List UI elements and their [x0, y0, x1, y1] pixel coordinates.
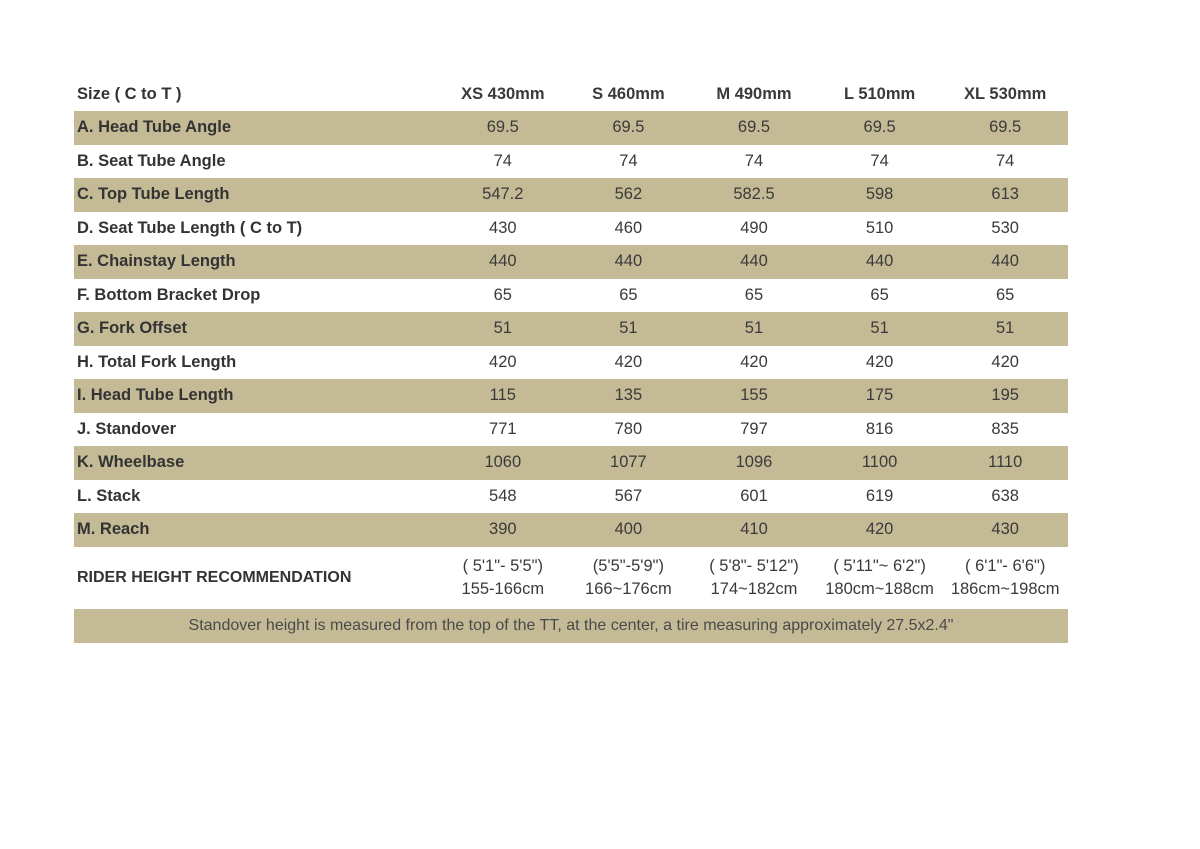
- row-label: I. Head Tube Length: [77, 386, 234, 405]
- row-value: 420: [740, 352, 768, 371]
- row-value: 420: [614, 352, 643, 371]
- row-value: 74: [619, 151, 638, 170]
- row-value: 69.5: [989, 118, 1022, 137]
- rider-height-metric: 186cm~198cm: [950, 579, 1060, 598]
- row-value: 195: [991, 386, 1019, 405]
- row-value: 65: [619, 285, 638, 304]
- row-value: 115: [489, 386, 516, 405]
- table-row: [74, 346, 1068, 380]
- row-value: 74: [870, 151, 889, 170]
- row-value: 400: [614, 520, 643, 539]
- rider-height-imperial: (5'5"-5'9"): [592, 556, 664, 575]
- row-value: 51: [744, 319, 764, 338]
- row-value: 613: [991, 185, 1019, 204]
- row-value: 69.5: [486, 118, 519, 137]
- size-header-xl: XL 530mm: [964, 84, 1047, 103]
- row-value: 771: [489, 419, 517, 438]
- row-value: 797: [740, 419, 768, 438]
- row-value: 65: [995, 285, 1015, 304]
- row-value: 390: [489, 520, 517, 539]
- size-header-xs: XS 430mm: [461, 84, 545, 103]
- table-row: [74, 379, 1068, 413]
- row-value: 74: [995, 151, 1015, 170]
- row-value: 65: [744, 285, 764, 304]
- row-value: 816: [865, 419, 894, 438]
- geometry-table: [74, 77, 1068, 643]
- row-label: D. Seat Tube Length ( C to T): [77, 218, 303, 237]
- row-value: 51: [995, 319, 1015, 338]
- rider-height-metric: 174~182cm: [710, 579, 798, 598]
- row-value: 420: [865, 520, 894, 539]
- row-value: 51: [870, 319, 889, 338]
- table-row: [74, 446, 1068, 480]
- rider-height-cell: [817, 555, 943, 601]
- row-value: 51: [493, 319, 512, 338]
- row-value: 510: [865, 218, 894, 237]
- table-row: [74, 111, 1068, 145]
- rider-height-cell: [691, 555, 817, 601]
- row-value: 69.5: [612, 118, 645, 137]
- row-value: 1077: [610, 453, 647, 472]
- rider-height-imperial: ( 5'8"- 5'12"): [709, 556, 799, 575]
- table-row: [74, 279, 1068, 313]
- rider-height-metric: 166~176cm: [585, 579, 672, 598]
- row-value: 567: [614, 486, 643, 505]
- row-value: 74: [493, 151, 512, 170]
- row-value: 440: [991, 252, 1019, 271]
- row-value: 51: [619, 319, 638, 338]
- row-value: 582.5: [733, 185, 775, 204]
- row-value: 175: [865, 386, 894, 405]
- row-value: 1096: [735, 453, 773, 472]
- row-value: 69.5: [863, 118, 896, 137]
- row-value: 562: [614, 185, 643, 204]
- size-header-row: [74, 77, 1068, 111]
- row-value: 155: [740, 386, 768, 405]
- rider-height-cell: [566, 555, 692, 601]
- rider-height-metric: 155-166cm: [461, 579, 545, 598]
- row-value: 440: [614, 252, 643, 271]
- row-label: A. Head Tube Angle: [77, 118, 232, 137]
- size-header-m: M 490mm: [716, 84, 792, 103]
- row-value: 490: [740, 218, 768, 237]
- size-header-s: S 460mm: [592, 84, 665, 103]
- row-value: 440: [740, 252, 768, 271]
- row-label: M. Reach: [77, 520, 150, 539]
- rider-height-imperial: ( 6'1"- 6'6"): [964, 556, 1046, 575]
- table-row: [74, 212, 1068, 246]
- table-row: [74, 513, 1068, 547]
- row-label: C. Top Tube Length: [77, 185, 230, 204]
- row-value: 1110: [988, 453, 1023, 472]
- row-value: 74: [744, 151, 764, 170]
- row-value: 547.2: [482, 185, 524, 204]
- row-value: 460: [614, 218, 643, 237]
- row-label: K. Wheelbase: [77, 453, 185, 472]
- rider-height-imperial: ( 5'1"- 5'5"): [462, 556, 543, 575]
- row-value: 65: [493, 285, 512, 304]
- row-value: 780: [614, 419, 643, 438]
- row-value: 1100: [861, 453, 898, 472]
- row-label: J. Standover: [77, 419, 177, 438]
- size-header-l: L 510mm: [843, 84, 916, 103]
- row-value: 420: [489, 352, 517, 371]
- table-row: [74, 312, 1068, 346]
- row-label: B. Seat Tube Angle: [77, 151, 226, 170]
- rider-height-imperial: ( 5'11"~ 6'2"): [833, 556, 926, 575]
- size-header-label: Size ( C to T ): [77, 84, 182, 103]
- row-value: 69.5: [737, 118, 771, 137]
- row-label: G. Fork Offset: [77, 319, 188, 338]
- row-value: 440: [489, 252, 517, 271]
- rider-height-cell: [440, 555, 566, 601]
- rider-height-row: [74, 547, 1068, 609]
- row-value: 1060: [484, 453, 522, 472]
- row-value: 598: [865, 185, 894, 204]
- rider-height-metric: 180cm~188cm: [825, 579, 934, 598]
- table-row: [74, 413, 1068, 447]
- row-label: H. Total Fork Length: [77, 352, 237, 371]
- rider-height-cell: [942, 555, 1068, 601]
- standover-note: Standover height is measured from the top of the TT, at the center, a tire measuring approximately 27.5x2.4": [74, 609, 1068, 643]
- row-value: 430: [489, 218, 517, 237]
- rider-height-label: RIDER HEIGHT RECOMMENDATION: [77, 568, 352, 586]
- row-value: 619: [865, 486, 894, 505]
- row-label: L. Stack: [77, 486, 141, 505]
- row-value: 530: [991, 218, 1019, 237]
- row-value: 420: [991, 352, 1019, 371]
- row-value: 430: [991, 520, 1019, 539]
- row-value: 638: [991, 486, 1019, 505]
- row-value: 440: [865, 252, 894, 271]
- row-label: F. Bottom Bracket Drop: [77, 285, 261, 304]
- table-row: [74, 178, 1068, 212]
- row-label: E. Chainstay Length: [77, 252, 236, 271]
- table-row: [74, 480, 1068, 514]
- row-value: 548: [489, 486, 517, 505]
- table-row: [74, 145, 1068, 179]
- table-row: [74, 245, 1068, 279]
- row-value: 601: [740, 486, 768, 505]
- row-value: 420: [865, 352, 894, 371]
- row-value: 835: [991, 419, 1019, 438]
- row-value: 410: [740, 520, 768, 539]
- row-value: 135: [614, 386, 643, 405]
- row-value: 65: [870, 285, 889, 304]
